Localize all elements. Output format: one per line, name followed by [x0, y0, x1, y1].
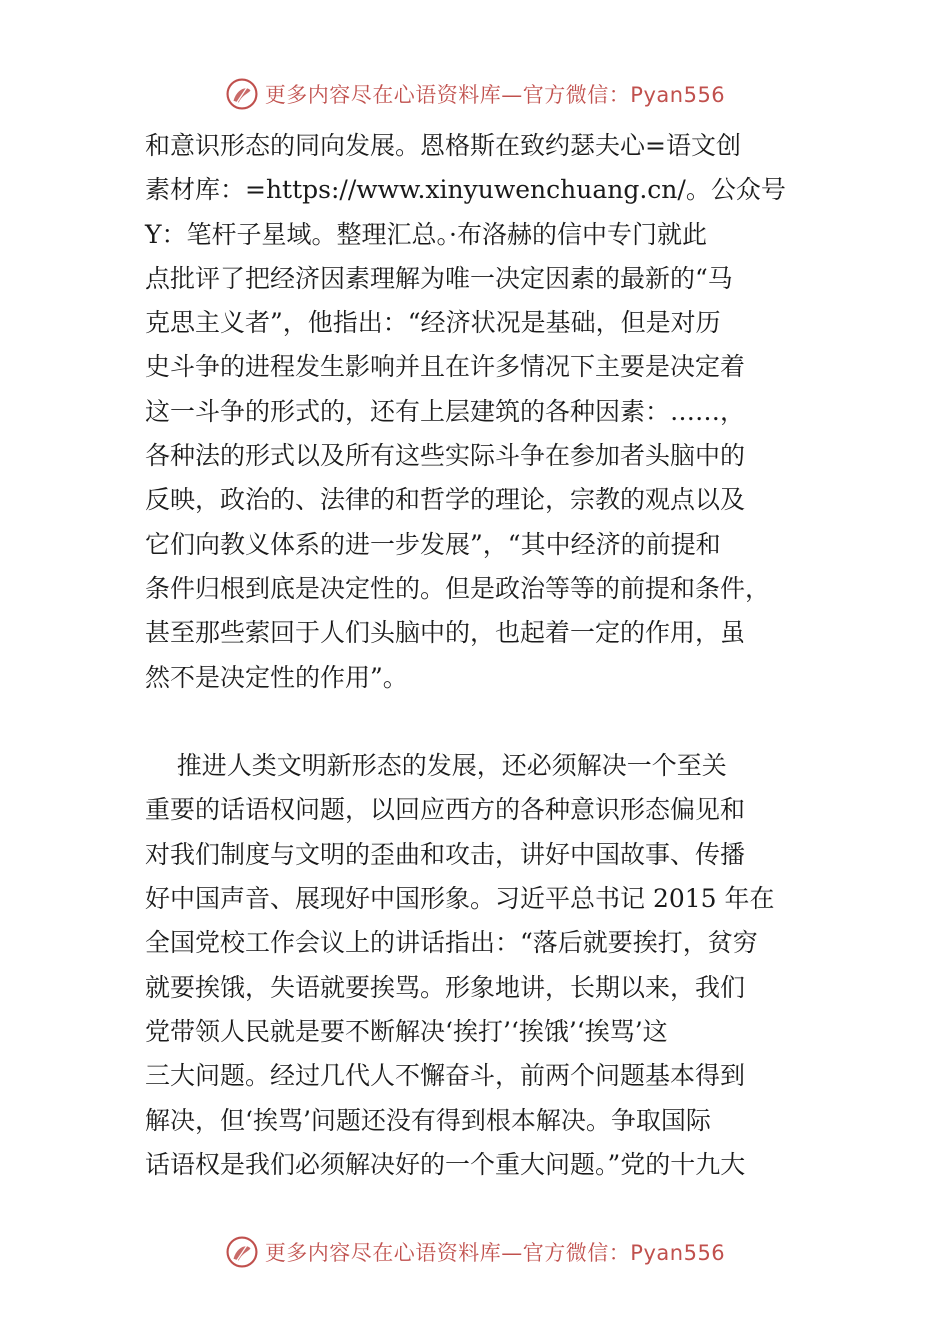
paragraph-2 — [145, 744, 815, 1187]
text-line: 甚至那些萦回于人们头脑中的，也起着一定的作用，虽 — [145, 618, 746, 648]
text-line: Y：笔杆子星域。整理汇总。·布洛赫的信中专门就此 — [145, 219, 707, 249]
text-line: 它们向教义体系的进一步发展”，“其中经济的前提和 — [145, 529, 721, 559]
rose-logo-icon — [225, 1235, 259, 1269]
text-line: 然不是决定性的作用”。 — [145, 662, 408, 692]
text-line: 点批评了把经济因素理解为唯一决定因素的最新的“马 — [145, 263, 733, 293]
document-body — [145, 124, 815, 1187]
text-line: 全国党校工作会议上的讲话指出：“落后就要挨打，贫穷 — [145, 928, 758, 958]
text-line: 就要挨饿，失语就要挨骂。形象地讲，长期以来，我们 — [145, 972, 746, 1002]
text-line: 解决，但‘挨骂’问题还没有得到根本解决。争取国际 — [145, 1105, 711, 1135]
text-line: 克思主义者”，他指出：“经济状况是基础，但是对历 — [145, 308, 721, 338]
footer-watermark — [0, 1232, 950, 1272]
text-line: 对我们制度与文明的歪曲和攻击，讲好中国故事、传播 — [145, 839, 746, 869]
paragraph-1 — [145, 124, 815, 700]
text-line: 各种法的形式以及所有这些实际斗争在参加者头脑中的 — [145, 441, 746, 471]
watermark-text: 更多内容尽在心语资料库—官方微信：Pyan556 — [264, 1241, 726, 1265]
text-line: 素材库：=https://www.xinyuwenchuang.cn/。公众号 — [145, 175, 786, 205]
text-line: 和意识形态的同向发展。恩格斯在致约瑟夫心=语文创 — [145, 131, 741, 160]
text-line: 三大问题。经过几代人不懈奋斗，前两个问题基本得到 — [145, 1061, 746, 1091]
text-line: 反映，政治的、法律的和哲学的理论，宗教的观点以及 — [145, 485, 746, 515]
text-line: 重要的话语权问题，以回应西方的各种意识形态偏见和 — [145, 795, 746, 825]
watermark-text: 更多内容尽在心语资料库—官方微信：Pyan556 — [264, 83, 726, 107]
text-line: 党带领人民就是要不断解决‘挨打’‘挨饿’‘挨骂’这 — [145, 1016, 668, 1046]
text-line: 史斗争的进程发生影响并且在许多情况下主要是决定着 — [145, 352, 746, 382]
rose-logo-icon — [225, 77, 259, 111]
header-watermark — [0, 74, 950, 114]
text-line: 条件归根到底是决定性的。但是政治等等的前提和条件， — [145, 573, 771, 603]
text-line: 好中国声音、展现好中国形象。习近平总书记 2015 年在 — [145, 884, 775, 914]
text-line: 推进人类文明新形态的发展，还必须解决一个至关 — [145, 751, 727, 781]
text-line: 话语权是我们必须解决好的一个重大问题。”党的十九大 — [145, 1149, 746, 1179]
text-line: 这一斗争的形式的，还有上层建筑的各种因素：……， — [145, 396, 746, 426]
paragraph-spacer — [145, 700, 815, 744]
